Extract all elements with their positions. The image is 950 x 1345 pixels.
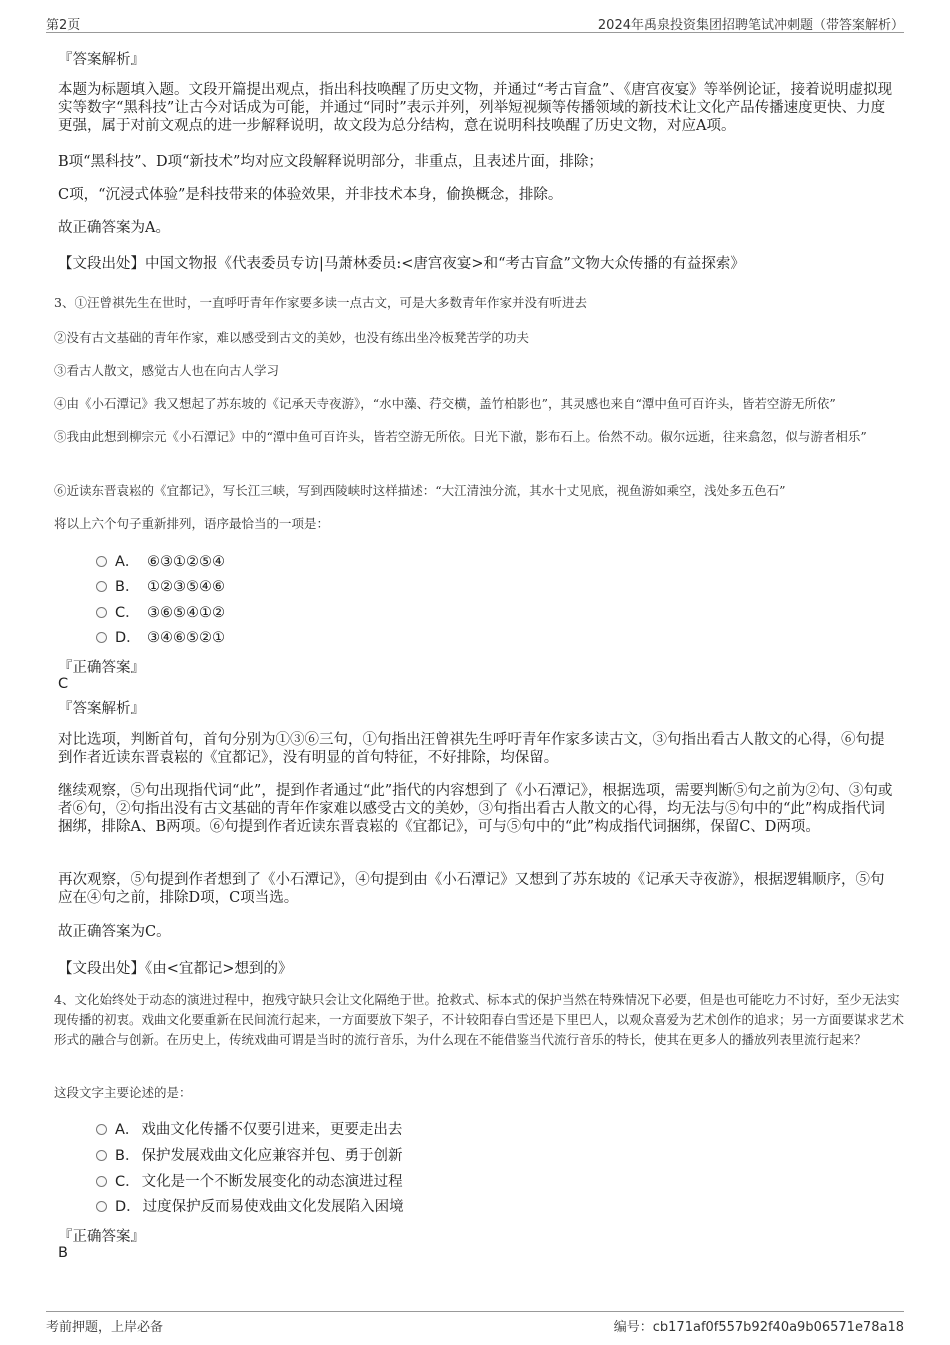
option-letter: D． [115, 630, 141, 646]
page-footer [46, 1311, 904, 1334]
q3-option-a[interactable] [96, 552, 225, 572]
q4-stem: 4、文化始终处于动态的演进过程中，抱残守缺只会让文化隔绝于世。抢救式、标本式的保护当然在特殊情况下必要，但是也可能吃力不讨好，至少无法实现传播的初衷。戏曲文化要重新在民间流行起来，一方面要放下架子，不计较阳春白雪还是下里巴人，以观众喜爱为艺术创作的追求；另一方面要谋求艺术形式的融合与创新。在历史上，传统戏曲可谓是当时的流行音乐，为什么现在不能借鉴当代流行音乐的特长，使其在更多人的播放列表里流行起来？ [54, 992, 905, 1047]
page-header [46, 12, 904, 33]
radio-icon[interactable] [96, 1150, 107, 1161]
code-label: 编号： [613, 1320, 653, 1335]
radio-icon[interactable] [96, 556, 107, 567]
radio-icon[interactable] [96, 1124, 107, 1135]
option-text: ③④⑥⑤②① [147, 630, 225, 646]
q4-option-b[interactable] [96, 1146, 402, 1166]
q3-option-c[interactable] [96, 603, 225, 623]
option-letter: C． [115, 1174, 140, 1190]
radio-icon[interactable] [96, 581, 107, 592]
q3-option-b[interactable] [96, 577, 225, 597]
option-text: ③⑥⑤④①② [147, 605, 225, 621]
radio-icon[interactable] [96, 1201, 107, 1212]
q2-analysis-paragraph: 本题为标题填入题。文段开篇提出观点，指出科技唤醒了历史文物，并通过“考古盲盒”、《唐宫夜宴》等举例论证，接着说明虚拟现实等数字“黑科技”让古今对话成为可能，并通过“同时”表示并列，列举短视频等传播领域的新技术让文化产品传播速度更快、力度更强，属于对前文观点的进一步解释说明，故文段为总分结构，意在说明科技唤醒了历史文物，对应A项。 [58, 82, 893, 134]
option-text: 过度保护反而易使戏曲文化发展陷入困境 [142, 1199, 404, 1215]
q4-prompt: 这段文字主要论述的是： [54, 1085, 192, 1100]
q4-option-c[interactable] [96, 1172, 403, 1192]
q3-sentence: ②没有古文基础的青年作家，难以感受到古文的美妙，也没有练出坐冷板凳苦学的功夫 [54, 330, 530, 345]
option-text: 戏曲文化传播不仅要引进来，更要走出去 [141, 1122, 403, 1138]
q3-analysis-paragraph: 继续观察，⑤句出现指代词“此”，提到作者通过“此”指代的内容想到了《小石潭记》，根据选项，需要判断⑤句之前为②句、③句或者⑥句，②句指出没有古文基础的青年作家难以感受古文的美妙，③句指出看古人散文的心得，均无法与⑤句中的“此”构成指代词捆绑，排除A、B两项。⑥句提到作者近读东晋袁崧的《宜都记》，可与⑤句中的“此”构成指代词捆绑，保留C、D两项。 [58, 783, 893, 835]
document-code [614, 1316, 904, 1335]
q3-option-d[interactable] [96, 628, 225, 648]
q4-option-d[interactable] [96, 1197, 404, 1217]
option-letter: A． [115, 554, 140, 570]
q3-sentence: ⑥近读东晋袁崧的《宜都记》，写长江三峡，写到西陵峡时这样描述：“大江清浊分流，其水十丈见底，视鱼游如乘空，浅处多五色石” [54, 483, 786, 498]
q3-sentence: ⑤我由此想到柳宗元《小石潭记》中的“潭中鱼可百许头，皆若空游无所依。日光下澈，影布石上。佁然不动。俶尔远逝，往来翕忽，似与游者相乐” [54, 429, 867, 444]
option-text: ①②③⑤④⑥ [147, 579, 225, 595]
q3-analysis-paragraph: 再次观察，⑤句提到作者想到了《小石潭记》，④句提到由《小石潭记》又想到了苏东坡的《记承天寺夜游》，根据逻辑顺序，⑤句应在④句之前，排除D项，C项当选。 [58, 872, 885, 906]
radio-icon[interactable] [96, 607, 107, 618]
document-title: 2024年禹泉投资集团招聘笔试冲刺题（带答案解析） [597, 18, 904, 33]
q3-analysis-paragraph: 对比选项，判断首句，首句分别为①③⑥三句，①句指出汪曾祺先生呼吁青年作家多读古文，③句指出看古人散文的心得，⑥句提到作者近读东晋袁崧的《宜都记》，没有明显的首句特征，不好排除，均保留。 [58, 732, 885, 766]
q3-sentence: ③看古人散文，感觉古人也在向古人学习 [54, 363, 280, 378]
q3-analysis-paragraph: 故正确答案为C。 [58, 924, 171, 940]
q2-analysis-label: 『答案解析』 [58, 52, 145, 68]
q3-sentence: 3、①汪曾祺先生在世时，一直呼吁青年作家要多读一点古文，可是大多数青年作家并没有听进去 [54, 295, 587, 310]
q2-source: 【文段出处】中国文物报《代表委员专访|马萧林委员:<唐宫夜宴>和“考古盲盒”文物大众传播的有益探索》 [58, 256, 745, 272]
q3-source: 【文段出处】《由<宜都记>想到的》 [58, 961, 293, 977]
q4-correct-label: 『正确答案』 [58, 1229, 145, 1245]
q3-correct-answer: C [58, 676, 69, 692]
q3-prompt: 将以上六个句子重新排列，语序最恰当的一项是： [54, 516, 330, 531]
option-letter: D． [115, 1199, 141, 1215]
footer-slogan: 考前押题，上岸必备 [46, 1320, 164, 1335]
q3-sentence: ④由《小石潭记》我又想起了苏东坡的《记承天寺夜游》，“水中藻、荇交横，盖竹柏影也”，其灵感也来自“潭中鱼可百许头，皆若空游无所依” [54, 396, 836, 411]
code-value: cb171af0f557b92f40a9b06571e78a18 [652, 1320, 904, 1335]
q3-correct-label: 『正确答案』 [58, 660, 145, 676]
option-letter: B． [115, 579, 140, 595]
radio-icon[interactable] [96, 632, 107, 643]
radio-icon[interactable] [96, 1176, 107, 1187]
option-letter: B． [115, 1148, 140, 1164]
option-text: ⑥③①②⑤④ [147, 554, 225, 570]
q4-correct-answer: B [58, 1245, 68, 1261]
q2-analysis-paragraph: B项“黑科技”、D项“新技术”均对应文段解释说明部分，非重点，且表述片面，排除； [58, 154, 603, 170]
option-letter: A． [115, 1122, 140, 1138]
q3-analysis-label: 『答案解析』 [58, 701, 145, 717]
page-number: 第2页 [46, 18, 81, 33]
q2-analysis-paragraph: C项，“沉浸式体验”是科技带来的体验效果，并非技术本身，偷换概念，排除。 [58, 187, 563, 203]
q4-option-a[interactable] [96, 1120, 402, 1140]
option-text: 文化是一个不断发展变化的动态演进过程 [141, 1174, 403, 1190]
option-text: 保护发展戏曲文化应兼容并包、勇于创新 [141, 1148, 403, 1164]
q2-analysis-paragraph: 故正确答案为A。 [58, 220, 170, 236]
option-letter: C． [115, 605, 140, 621]
